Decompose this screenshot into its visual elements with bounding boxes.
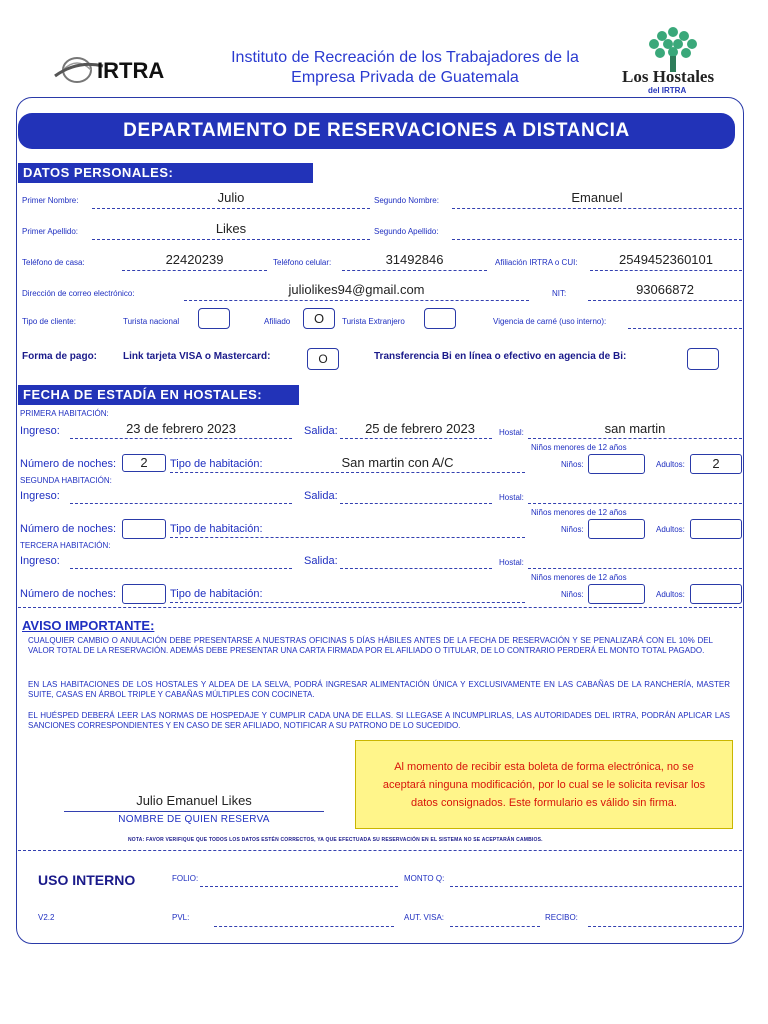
room-3-salida-line (340, 568, 492, 569)
room-3-hostal-label: Hostal: (499, 558, 524, 567)
link-visa-checkbox[interactable]: O (307, 348, 339, 370)
email-line (184, 300, 529, 301)
aviso-paragraph-2: EN LAS HABITACIONES DE LOS HOSTALES Y ALDEA DE LA SELVA, PODRÁ INGRESAR ALIMENTACIÓN ÚNICA Y EXCLUSIVAMENTE EN LAS CABAÑAS DE LA RANCHERÍA, MASTER SUITE, CASAS EN ÁRBOL TRIPLE Y CABAÑAS MÚLTIPLES CON COCINETA. (28, 680, 730, 699)
irtra-logo (45, 50, 185, 90)
room-3-noches-label: Número de noches: (20, 588, 116, 600)
folio-line[interactable] (200, 886, 398, 887)
nit-label: NIT: (552, 289, 567, 298)
room-1-ingreso-field[interactable]: 23 de febrero 2023 (126, 421, 236, 436)
room-3-noches-field[interactable] (122, 584, 166, 604)
room-3-adultos-field[interactable] (690, 584, 742, 604)
room-2-salida-line (340, 503, 492, 504)
room-2-adultos-field[interactable] (690, 519, 742, 539)
afiliacion-line (590, 270, 742, 271)
room-2-noches-field[interactable] (122, 519, 166, 539)
pvl-line[interactable] (214, 926, 394, 927)
room-3-ninos-label: Niños: (561, 590, 584, 599)
room-3-tipo-line (170, 602, 525, 603)
room-2-ingreso-line (70, 503, 292, 504)
forma-pago-label: Forma de pago: (22, 351, 98, 362)
room-1-hostal-field[interactable]: san martin (604, 421, 666, 436)
form-title-bar (18, 113, 735, 149)
email-label: Dirección de correo electrónico: (22, 289, 135, 298)
monto-label: MONTO Q: (404, 874, 445, 883)
turista-nacional-checkbox[interactable] (198, 308, 230, 329)
institute-line-2: Empresa Privada de Guatemala (291, 69, 519, 86)
warning-box (355, 740, 733, 829)
room-3-adultos-label: Adultos: (656, 590, 685, 599)
transferencia-checkbox[interactable] (687, 348, 719, 370)
room-1-tipo-line (170, 472, 525, 473)
room-1-ninos-menores-label: Niños menores de 12 años (531, 443, 627, 452)
vigencia-line[interactable] (628, 328, 742, 329)
room-1-adultos-field[interactable]: 2 (690, 454, 742, 474)
room-1-noches-field[interactable]: 2 (122, 454, 166, 472)
uso-interno-title: USO INTERNO (38, 872, 136, 888)
room-2-ninos-label: Niños: (561, 525, 584, 534)
recibo-line[interactable] (588, 926, 742, 927)
room-1-ingreso-line (70, 438, 292, 439)
segundo-nombre-label: Segundo Nombre: (374, 196, 439, 205)
tel-casa-field[interactable]: 22420239 (165, 252, 224, 267)
form-title: DEPARTAMENTO DE RESERVACIONES A DISTANCIA (123, 120, 630, 141)
nit-field[interactable]: 93066872 (636, 282, 694, 297)
tel-celular-field[interactable]: 31492846 (385, 252, 444, 267)
room-1-ninos-label: Niños: (561, 460, 584, 469)
room-1-salida-label: Salida: (304, 425, 338, 437)
primer-nombre-field[interactable]: Julio (217, 190, 245, 205)
nota-divider (18, 850, 742, 851)
segundo-nombre-line (452, 208, 742, 209)
room-1-tipo-label: Tipo de habitación: (170, 458, 263, 470)
afiliado-label: Afiliado (264, 317, 291, 326)
email-field[interactable]: juliolikes94@gmail.com (288, 282, 425, 297)
segundo-apellido-line (452, 239, 742, 240)
room-2-tipo-line (170, 537, 525, 538)
afiliacion-label: Afiliación IRTRA o CUI: (495, 258, 578, 267)
room-3-ninos-field[interactable] (588, 584, 645, 604)
folio-label: FOLIO: (172, 874, 199, 883)
room-1-ingreso-label: Ingreso: (20, 425, 60, 437)
nit-line (588, 300, 742, 301)
version-label: V2.2 (38, 913, 55, 922)
room-2-salida-label: Salida: (304, 490, 338, 502)
room-1-title: PRIMERA HABITACIÓN: (20, 409, 109, 418)
room-2-ingreso-label: Ingreso: (20, 490, 60, 502)
room-2-tipo-label: Tipo de habitación: (170, 523, 263, 535)
segundo-apellido-label: Segundo Apellido: (374, 227, 439, 236)
aviso-paragraph-1: CUALQUIER CAMBIO O ANULACIÓN DEBE PRESENTARSE A NUESTRAS OFICINAS 5 DÍAS HÁBILES ANTES DE LA FECHA DE RESERVACIÓN Y SE PENALIZARÁ CON EL 10% DEL VALOR TOTAL DE LA RESERVACIÓN. ADEMÁS DEBE PRESENTAR UNA CARTA FIRMADA POR EL AFILIADO O TITULAR, DE LO CONTRARIO PERDERÁ EL MONTO TOTAL PAGADO. (28, 636, 713, 655)
room-1-hostal-line (528, 438, 742, 439)
primer-apellido-line (92, 239, 370, 240)
primer-apellido-field[interactable]: Likes (215, 221, 247, 236)
room-3-ingreso-label: Ingreso: (20, 555, 60, 567)
section-fecha-estadia: FECHA DE ESTADÍA EN HOSTALES: (18, 385, 299, 405)
room-1-noches-label: Número de noches: (20, 458, 116, 470)
pvl-label: PVL: (172, 913, 190, 922)
tipo-cliente-label: Tipo de cliente: (22, 317, 76, 326)
institute-line-1: Instituto de Recreación de los Trabajadores de la (231, 49, 579, 66)
irtra-logo-text: IRTRA (97, 58, 165, 83)
room-3-tipo-label: Tipo de habitación: (170, 588, 263, 600)
room-3-hostal-line (528, 568, 742, 569)
aut-visa-line[interactable] (450, 926, 540, 927)
segundo-nombre-field[interactable]: Emanuel (571, 190, 623, 205)
room-3-ingreso-line (70, 568, 292, 569)
signature-label: NOMBRE DE QUIEN RESERVA (118, 814, 270, 825)
room-3-ninos-menores-label: Niños menores de 12 años (531, 573, 627, 582)
room-1-salida-line (340, 438, 492, 439)
room-1-tipo-field[interactable]: San martin con A/C (341, 455, 454, 470)
monto-line[interactable] (450, 886, 742, 887)
room-2-hostal-label: Hostal: (499, 493, 524, 502)
section-divider (18, 607, 742, 608)
room-2-hostal-line (528, 503, 742, 504)
turista-extranjero-checkbox[interactable] (424, 308, 456, 329)
hostales-logo (618, 24, 728, 98)
room-2-ninos-field[interactable] (588, 519, 645, 539)
aviso-paragraph-3: EL HUÉSPED DEBERÁ LEER LAS NORMAS DE HOSPEDAJE Y CUMPLIR CADA UNA DE ELLAS. SI LLEGASE A INCUMPLIRLAS, LAS AUTORIDADES DEL IRTRA, PODRÁN APLICAR LAS SANCIONES CORRESPONDIENTES Y EN CASO DE SER AFILIADO, NOTIFICAR A SU PATRONO DE LO SUCEDIDO. (28, 711, 730, 730)
aut-visa-label: AUT. VISA: (404, 913, 445, 922)
primer-apellido-label: Primer Apellido: (22, 227, 79, 236)
recibo-label: RECIBO: (545, 913, 578, 922)
afiliado-checkbox[interactable]: O (303, 308, 335, 329)
warning-text: Al momento de recibir esta boleta de forma electrónica, no se aceptará ninguna modificación, por lo cual se le solicita revisar los datos consignados. Este formulario es válido sin firma. (382, 761, 706, 809)
signature-name: Julio Emanuel Likes (136, 793, 252, 808)
room-2-ninos-menores-label: Niños menores de 12 años (531, 508, 627, 517)
room-1-salida-field[interactable]: 25 de febrero 2023 (365, 421, 475, 436)
room-1-hostal-label: Hostal: (499, 428, 524, 437)
section-datos-personales: DATOS PERSONALES: (18, 163, 313, 183)
hostales-logo-text: Los Hostales (622, 67, 715, 86)
institute-name (200, 48, 610, 88)
primer-nombre-label: Primer Nombre: (22, 196, 79, 205)
room-2-title: SEGUNDA HABITACIÓN: (20, 476, 112, 485)
tel-celular-label: Teléfono celular: (273, 258, 332, 267)
link-visa-label: Link tarjeta VISA o Mastercard: (123, 351, 271, 362)
afiliacion-field[interactable]: 2549452360101 (619, 252, 713, 267)
primer-nombre-line (92, 208, 370, 209)
room-2-adultos-label: Adultos: (656, 525, 685, 534)
room-3-salida-label: Salida: (304, 555, 338, 567)
aviso-title: AVISO IMPORTANTE: (22, 618, 155, 633)
turista-extranjero-label: Turista Extranjero (342, 317, 405, 326)
room-3-title: TERCERA HABITACIÓN: (20, 541, 111, 550)
tel-casa-line (122, 270, 267, 271)
room-2-noches-label: Número de noches: (20, 523, 116, 535)
signature-line (64, 811, 324, 812)
turista-nacional-label: Turista nacional (123, 317, 180, 326)
room-1-ninos-field[interactable] (588, 454, 645, 474)
tel-casa-label: Teléfono de casa: (22, 258, 85, 267)
tel-celular-line (342, 270, 487, 271)
hostales-logo-sub: del IRTRA (648, 86, 687, 95)
transferencia-label: Transferencia Bi en línea o efectivo en agencia de Bi: (374, 351, 627, 362)
nota-text: NOTA: FAVOR VERIFIQUE QUE TODOS LOS DATOS ESTÉN CORRECTOS, YA QUE EFECTUADA SU RESERVACIÓN EN EL SISTEMA NO SE ACEPTARÁN CAMBIOS. (128, 837, 543, 843)
room-1-adultos-label: Adultos: (656, 460, 685, 469)
vigencia-label: Vigencia de carné (uso interno): (493, 317, 607, 326)
